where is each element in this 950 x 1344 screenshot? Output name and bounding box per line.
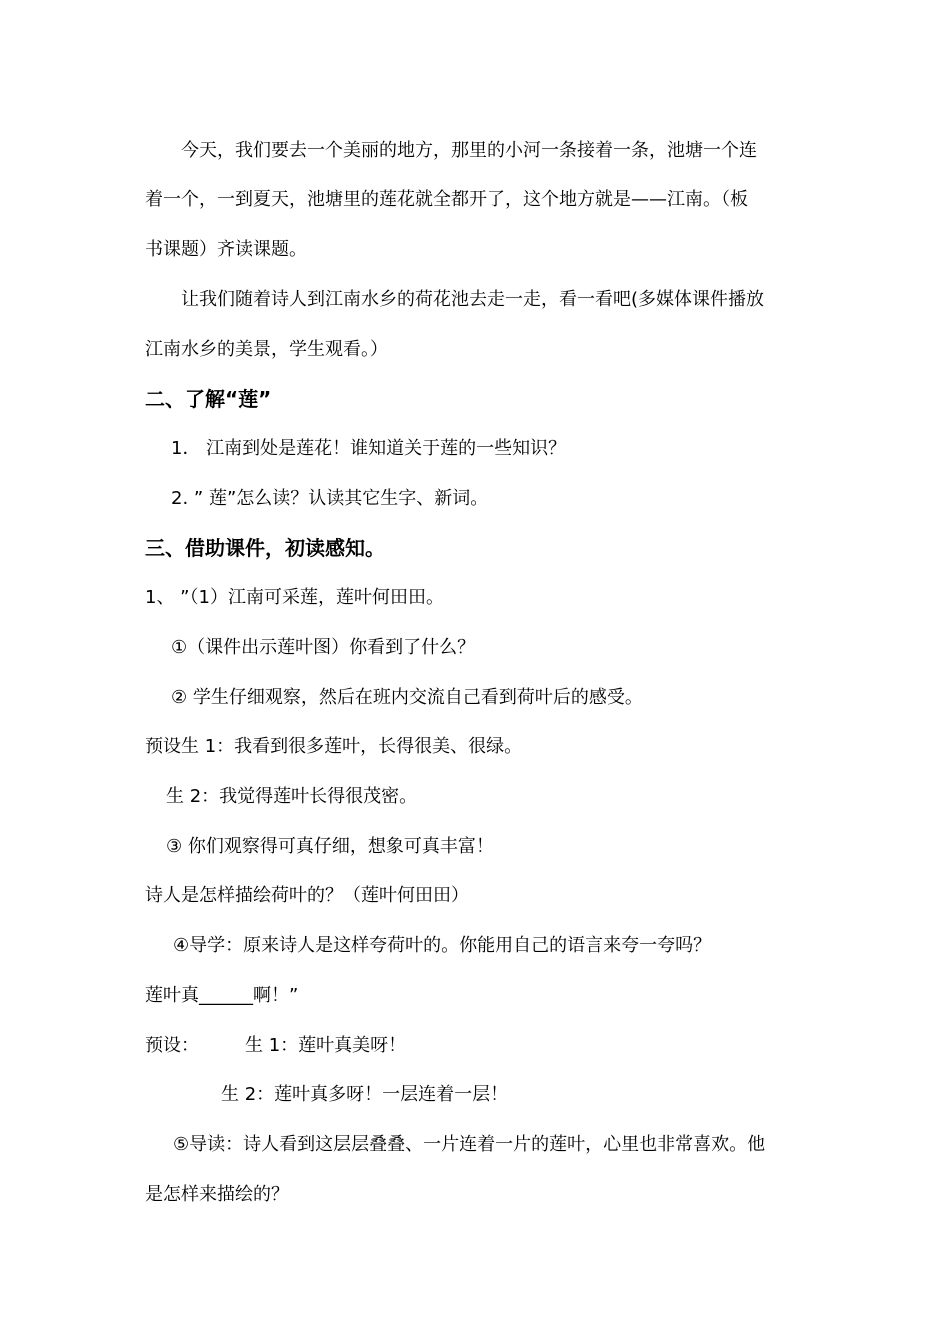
list-item: 1． 江南到处是莲花！谁知道关于莲的一些知识？: [171, 438, 567, 459]
paragraph-line: 莲叶真______啊！”: [145, 985, 299, 1006]
paragraph-line: 今天，我们要去一个美丽的地方，那里的小河一条接着一条，池塘一个连: [181, 140, 757, 161]
paragraph-line: 让我们随着诗人到江南水乡的荷花池去走一走，看一看吧(多媒体课件播放: [181, 289, 765, 310]
list-item: 2. ” 莲”怎么读？认读其它生字、新词。: [171, 488, 489, 509]
paragraph-line: 江南水乡的美景，学生观看。）: [145, 339, 388, 360]
list-item: ①（课件出示莲叶图）你看到了什么？: [171, 637, 476, 658]
list-item: ⑤导读：诗人看到这层层叠叠、一片连着一片的莲叶，心里也非常喜欢。他: [173, 1134, 766, 1155]
section-heading-3: 三、借助课件，初读感知。: [145, 536, 385, 560]
paragraph-line: 生 2：莲叶真多呀！一层连着一层！: [221, 1084, 509, 1105]
paragraph-line: 是怎样来描绘的？: [145, 1184, 289, 1205]
list-item: ④导学：原来诗人是这样夸荷叶的。你能用自己的语言来夸一夸吗？: [173, 935, 712, 956]
list-item: ③ 你们观察得可真仔细，想象可真丰富！: [166, 836, 494, 857]
paragraph-line: 书课题）齐读课题。: [145, 239, 307, 260]
paragraph-line: 生 2：我觉得莲叶长得很茂密。: [166, 786, 418, 807]
paragraph-line: 诗人是怎样描绘荷叶的？（莲叶何田田）: [145, 885, 469, 906]
paragraph-line: 预设生 1：我看到很多莲叶，长得很美、很绿。: [145, 736, 523, 757]
paragraph-line: 生 1：莲叶真美呀！: [245, 1035, 407, 1056]
paragraph-line: 着一个，一到夏天，池塘里的莲花就全都开了，这个地方就是——江南。（板: [145, 189, 748, 210]
list-item: 1、 ”（1）江南可采莲，莲叶何田田。: [145, 587, 444, 608]
section-heading-2: 二、了解“莲”: [145, 387, 272, 411]
paragraph-line: 预设：: [145, 1035, 199, 1056]
list-item: ② 学生仔细观察，然后在班内交流自己看到荷叶后的感受。: [171, 687, 643, 708]
